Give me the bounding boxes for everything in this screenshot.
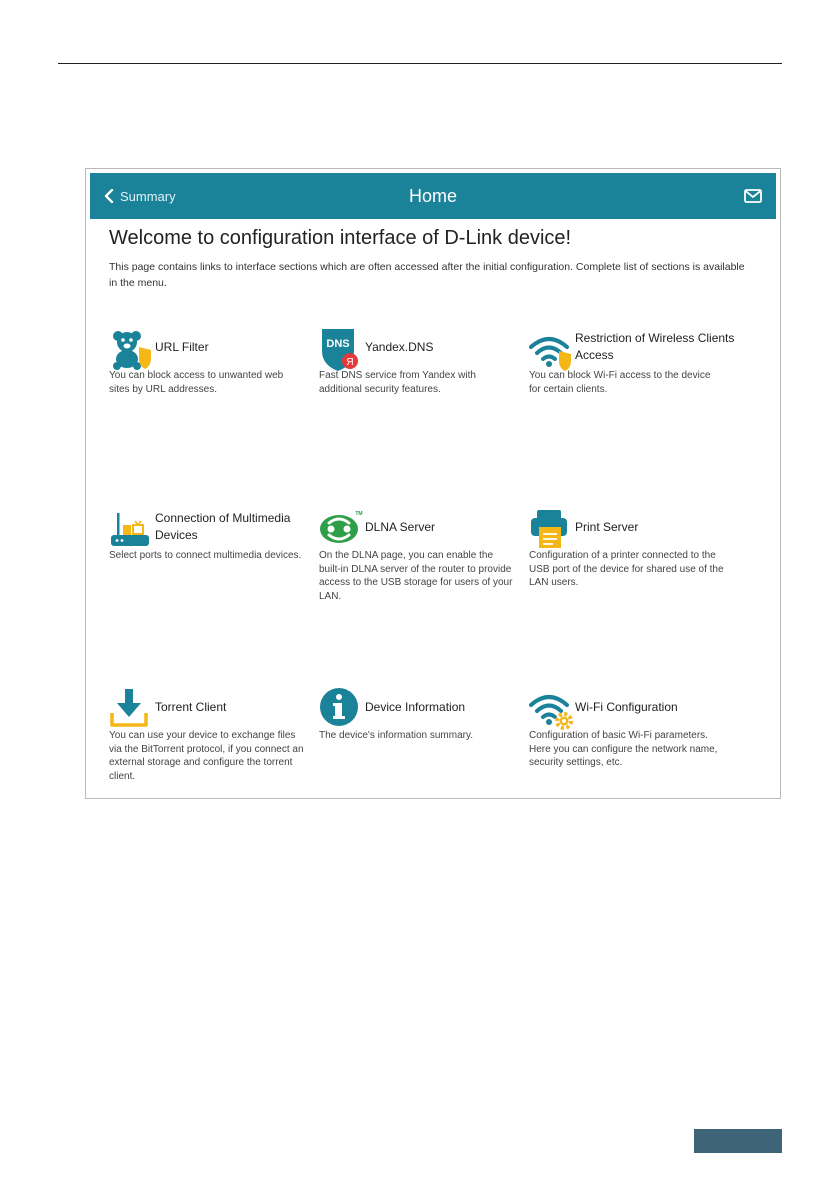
back-label: Summary — [120, 188, 176, 204]
tile-title: Torrent Client — [155, 699, 227, 714]
tile-description: Configuration of a printer connected to the USB port of the device for shared use of the LAN users. — [529, 550, 724, 588]
tile-title: Connection of Multimedia Devices — [155, 511, 291, 542]
tile-description: On the DLNA page, you can enable the built-in DLNA server of the router to provide access to the USB storage for users of your LAN. — [319, 550, 513, 602]
page-header-rule — [58, 63, 782, 64]
svg-text:TM: TM — [355, 511, 363, 517]
tile-description: The device's information summary. — [319, 730, 473, 741]
tile-description: You can block access to unwanted web sites by URL addresses. — [109, 370, 284, 395]
tile-description: Select ports to connect multimedia devices. — [109, 550, 302, 561]
top-bar — [90, 173, 776, 219]
mail-icon[interactable] — [744, 188, 762, 204]
router-tv-icon — [109, 507, 153, 551]
tile-description: Fast DNS service from Yandex with additional security features. — [319, 370, 476, 395]
tile-title: DLNA Server — [365, 519, 436, 534]
wifi-shield-icon — [529, 327, 573, 371]
download-arrow-icon — [109, 687, 153, 731]
svg-text:Я: Я — [346, 357, 354, 368]
teddy-bear-shield-icon — [109, 327, 153, 371]
tile-title: Print Server — [575, 519, 639, 534]
tile-description: Configuration of basic Wi-Fi parameters. Here you can configure the network name, security settings, etc. — [529, 730, 718, 768]
welcome-heading: Welcome to configuration interface of D-Link device! — [109, 227, 572, 249]
page-title: Home — [408, 186, 457, 206]
svg-text:DNS: DNS — [326, 338, 350, 350]
screenshot-frame — [85, 168, 781, 799]
dlna-icon — [319, 507, 363, 551]
tile-title: Wi-Fi Configuration — [575, 699, 678, 714]
tile-title: URL Filter — [155, 339, 209, 354]
tile-title: Device Information — [365, 699, 466, 714]
intro-text: This page contains links to interface sections which are often accessed after the initial configuration. Complete list of sections is available in the menu. — [109, 261, 745, 289]
tile-description: You can block Wi-Fi access to the device for certain clients. — [529, 370, 711, 395]
page-number-bar — [694, 1129, 782, 1153]
printer-icon — [529, 507, 573, 551]
tile-description: You can use your device to exchange files via the BitTorrent protocol, if you connect an external storage and configure the torrent client. — [109, 730, 304, 782]
info-icon — [319, 687, 363, 731]
tile-title: Yandex.DNS — [365, 339, 434, 354]
tile-title: Restriction of Wireless Clients Access — [575, 331, 735, 362]
wifi-gear-icon — [529, 687, 573, 731]
dns-shield-icon — [319, 327, 363, 371]
